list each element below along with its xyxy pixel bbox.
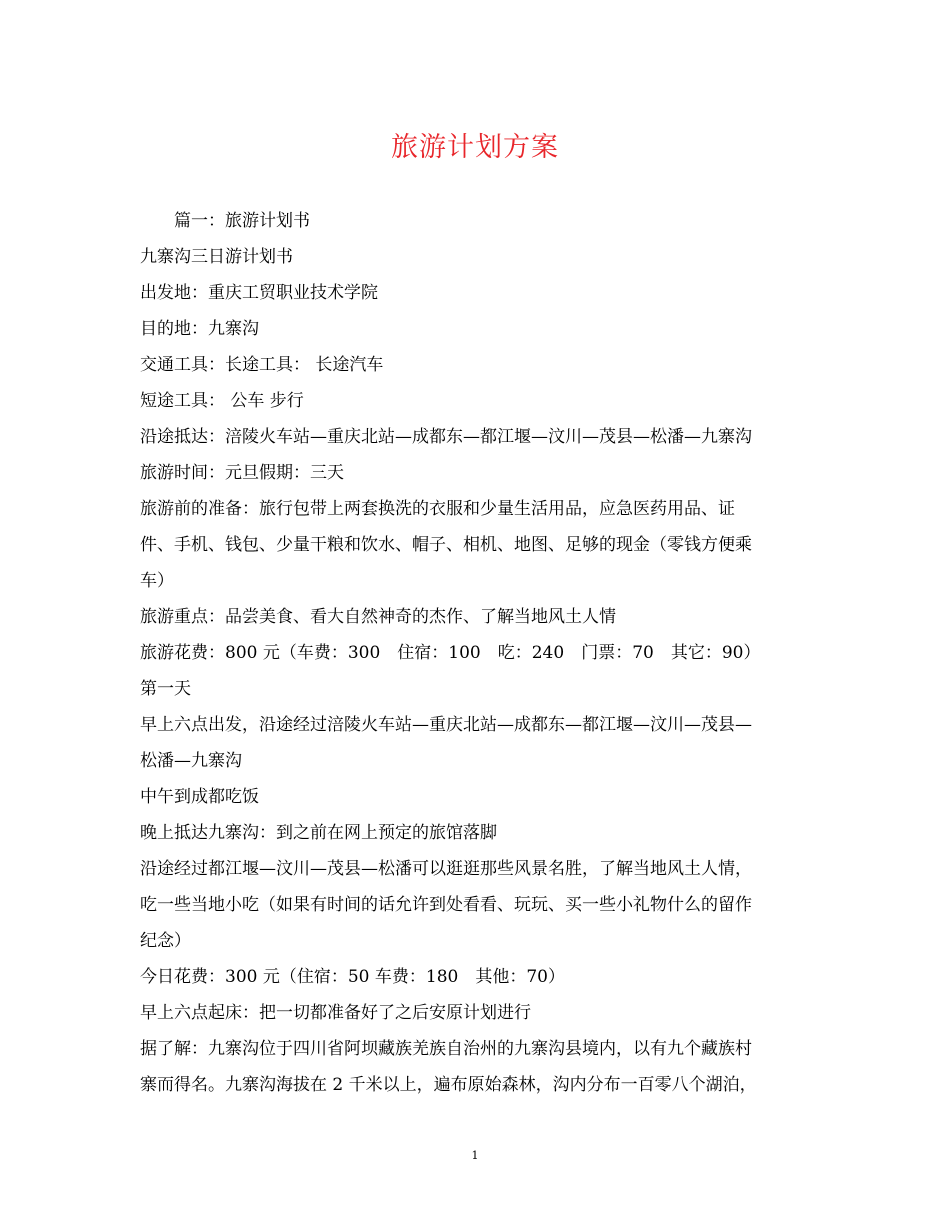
daily-cost-line: 今日花费：300 元（住宿：50 车费：180 其他：70）	[140, 967, 565, 987]
paragraph-line: 中午到成都吃饭	[140, 787, 259, 807]
preparation-line: 旅游前的准备：旅行包带上两套换洗的衣服和少量生活用品，应急医药用品、证	[140, 499, 735, 519]
page-number: 1	[471, 1149, 479, 1162]
paragraph-line: 早上六点出发，沿途经过涪陵火车站—重庆北站—成都东—都江堰—汶川—茂县—	[140, 715, 752, 735]
preparation-line: 件、手机、钱包、少量干粮和饮水、帽子、相机、地图、足够的现金（零钱方便乘	[140, 535, 752, 555]
paragraph-line: 沿途经过都江堰—汶川—茂县—松潘可以逛逛那些风景名胜，了解当地风土人情，	[140, 859, 752, 879]
preparation-line: 车）	[140, 571, 174, 591]
paragraph-line: 早上六点起床：把一切都准备好了之后安原计划进行	[140, 1003, 531, 1023]
paragraph-line: 据了解：九寨沟位于四川省阿坝藏族羌族自治州的九寨沟县境内，以有九个藏族村	[140, 1039, 752, 1059]
departure-line: 出发地：重庆工贸职业技术学院	[140, 283, 378, 303]
destination-line: 目的地：九寨沟	[140, 319, 259, 339]
paragraph-line: 松潘—九寨沟	[140, 751, 242, 771]
plan-title: 九寨沟三日游计划书	[140, 247, 293, 267]
day-one-heading: 第一天	[140, 679, 191, 699]
document-body	[140, 203, 812, 1103]
document-title: 旅游计划方案	[391, 132, 559, 163]
section-heading: 篇一：旅游计划书	[174, 211, 310, 231]
short-transport-line: 短途工具： 公车 步行	[140, 391, 304, 411]
budget-line: 旅游花费：800 元（车费：300 住宿：100 吃：240 门票：70 其它：90）	[140, 643, 761, 663]
travel-time-line: 旅游时间：元旦假期：三天	[140, 463, 344, 483]
highlights-line: 旅游重点：品尝美食、看大自然神奇的杰作、了解当地风土人情	[140, 607, 616, 627]
paragraph-line: 纪念）	[140, 931, 191, 951]
long-transport-line: 交通工具：长途工具： 长途汽车	[140, 355, 384, 375]
route-line: 沿途抵达：涪陵火车站—重庆北站—成都东—都江堰—汶川—茂县—松潘—九寨沟	[140, 427, 752, 447]
paragraph-line: 吃一些当地小吃（如果有时间的话允许到处看看、玩玩、买一些小礼物什么的留作	[140, 895, 752, 915]
paragraph-line: 寨而得名。九寨沟海拔在 2 千米以上，遍布原始森林，沟内分布一百零八个湖泊，	[140, 1075, 757, 1095]
paragraph-line: 晚上抵达九寨沟：到之前在网上预定的旅馆落脚	[140, 823, 497, 843]
